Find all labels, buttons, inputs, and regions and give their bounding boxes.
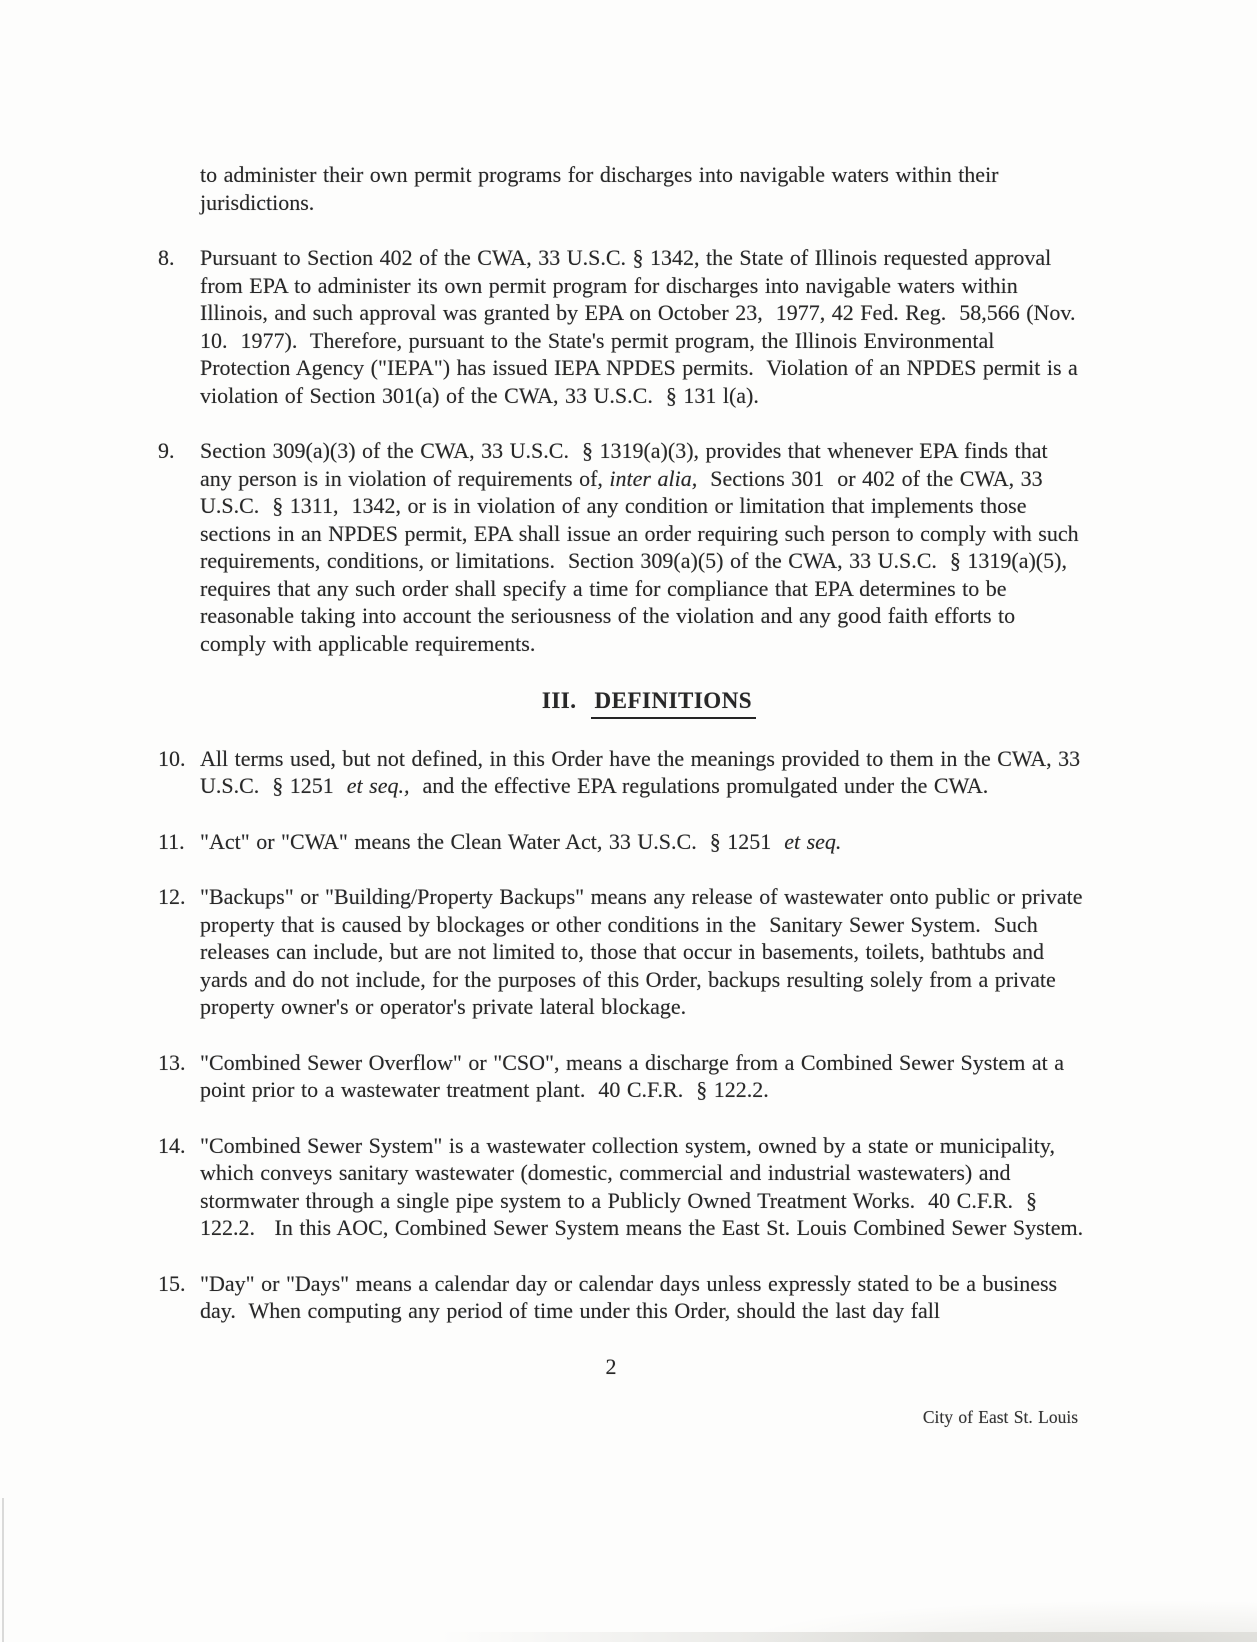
page-number: 2 (605, 1353, 617, 1379)
paragraph-text (200, 1049, 1085, 1104)
text-run: "Day" or "Days" means a calendar day or calendar days unless expressly stated to be a business day. When computing any period of time under this Order, should the last day fall (200, 1270, 1064, 1323)
section-heading-numeral: III. (541, 688, 577, 713)
paragraph-text (200, 244, 1089, 409)
numbered-paragraph (158, 1132, 1088, 1242)
scan-edge-artifact (2, 1498, 4, 1642)
document-content (158, 161, 1088, 1432)
paragraph-number: 8. (158, 245, 175, 270)
scan-bottom-smudge (0, 1632, 1257, 1642)
paragraph-text (200, 828, 1085, 856)
text-run: "Combined Sewer System" is a wastewater collection system, owned by a state or municipality, which conveys sanitary wastewater (domestic, commercial and industrial wastewaters) and stormwater through a single pipe system to a Publicly Owned Treatment Works. 40 C.F.R. § 122.2. In this AOC, Combined Sewer System means the East St. Louis Combined Sewer System. (200, 1132, 1084, 1240)
numbered-paragraphs-top (158, 244, 1088, 657)
paragraph-number: 9. (158, 438, 175, 463)
italic-phrase: inter alia, (609, 465, 698, 491)
paragraph-number: 12. (158, 884, 186, 909)
numbered-paragraph (158, 883, 1088, 1021)
text-run: and the effective EPA regulations promulgated under the CWA. (409, 773, 989, 798)
text-run: All terms used, but not defined, in this Order have the meanings provided to them in the CWA, 33 U.S.C. § 1251 (200, 745, 1087, 798)
paragraph-number: 10. (158, 745, 186, 771)
text-run: Pursuant to Section 402 of the CWA, 33 U.S.C. § 1342, the State of Illinois requested approval from EPA to administer its own permit program for discharges into navigable waters within Illinois, and such approval was granted by EPA on October 23, 1977, 42 Fed. Reg. 58,566 (Nov. 10. 1977). Therefore, pursuant to the State's permit program, the Illinois Environmental Protection Agency ("IEPA") has issued IEPA NPDES permits. Violation of an NPDES permit is a violation of Section 301(a) of the CWA, 33 U.S.C. § 131 l(a). (200, 245, 1089, 408)
paragraph-text (200, 745, 1085, 800)
paragraph-number: 14. (158, 1132, 186, 1158)
text-run: "Act" or "CWA" means the Clean Water Act, 33 U.S.C. § 1251 (200, 828, 785, 854)
numbered-paragraph (158, 1049, 1088, 1104)
paragraph-text (200, 1132, 1085, 1242)
paragraph-number: 13. (158, 1049, 186, 1075)
numbered-paragraph (158, 828, 1088, 856)
italic-phrase: et seq. (784, 828, 842, 854)
paragraph-text (200, 437, 1085, 657)
numbered-paragraph (158, 244, 1088, 409)
footer-attribution: City of East St. Louis (922, 1407, 1078, 1427)
paragraph-text (200, 883, 1089, 1021)
italic-phrase: et seq., (346, 773, 410, 798)
numbered-paragraphs-bottom (158, 745, 1088, 1325)
numbered-paragraph (158, 437, 1088, 657)
text-run: Sections 301 or 402 of the CWA, 33 U.S.C. § 1311, 1342, or is in violation of any condition or limitation that implements those sections in an NPDES permit, EPA shall issue an order requiring such person to comply with such requirements, conditions, or limitations. Section 309(a)(5) of the CWA, 33 U.S.C. § 1319(a)(5), requires that any such order shall specify a time for compliance that EPA determines to be reasonable taking into account the seriousness of the violation and any good faith efforts to comply with applicable requirements. (200, 465, 1086, 656)
paragraph-number: 15. (158, 1270, 186, 1296)
numbered-paragraph (158, 745, 1088, 800)
text-run: "Backups" or "Building/Property Backups" means any release of wastewater onto public or private property that is caused by blockages or other conditions in the Sanitary Sewer System. Such releases can include, but are not limited to, those that occur in basements, toilets, bathtubs and yards and do not include, for the purposes of this Order, backups resulting solely from a private property owner's or operator's private lateral blockage. (200, 884, 1089, 1019)
paragraph-number: 11. (158, 828, 185, 854)
numbered-paragraph (158, 1270, 1088, 1325)
section-heading-title: DEFINITIONS (591, 687, 757, 719)
text-run: "Combined Sewer Overflow" or "CSO", means a discharge from a Combined Sewer System at a point prior to a wastewater treatment plant. 40 C.F.R. § 122.2. (200, 1049, 1071, 1102)
intro-continuation-paragraph: to administer their own permit programs for discharges into navigable waters within their jurisdictions. (200, 162, 1006, 215)
section-heading (184, 687, 1114, 719)
paragraph-text (200, 1270, 1085, 1325)
text-run: Section 309(a)(3) of the CWA, 33 U.S.C. § 1319(a)(3), provides that whenever EPA finds that any person is in violation of requirements of, (200, 438, 1055, 491)
